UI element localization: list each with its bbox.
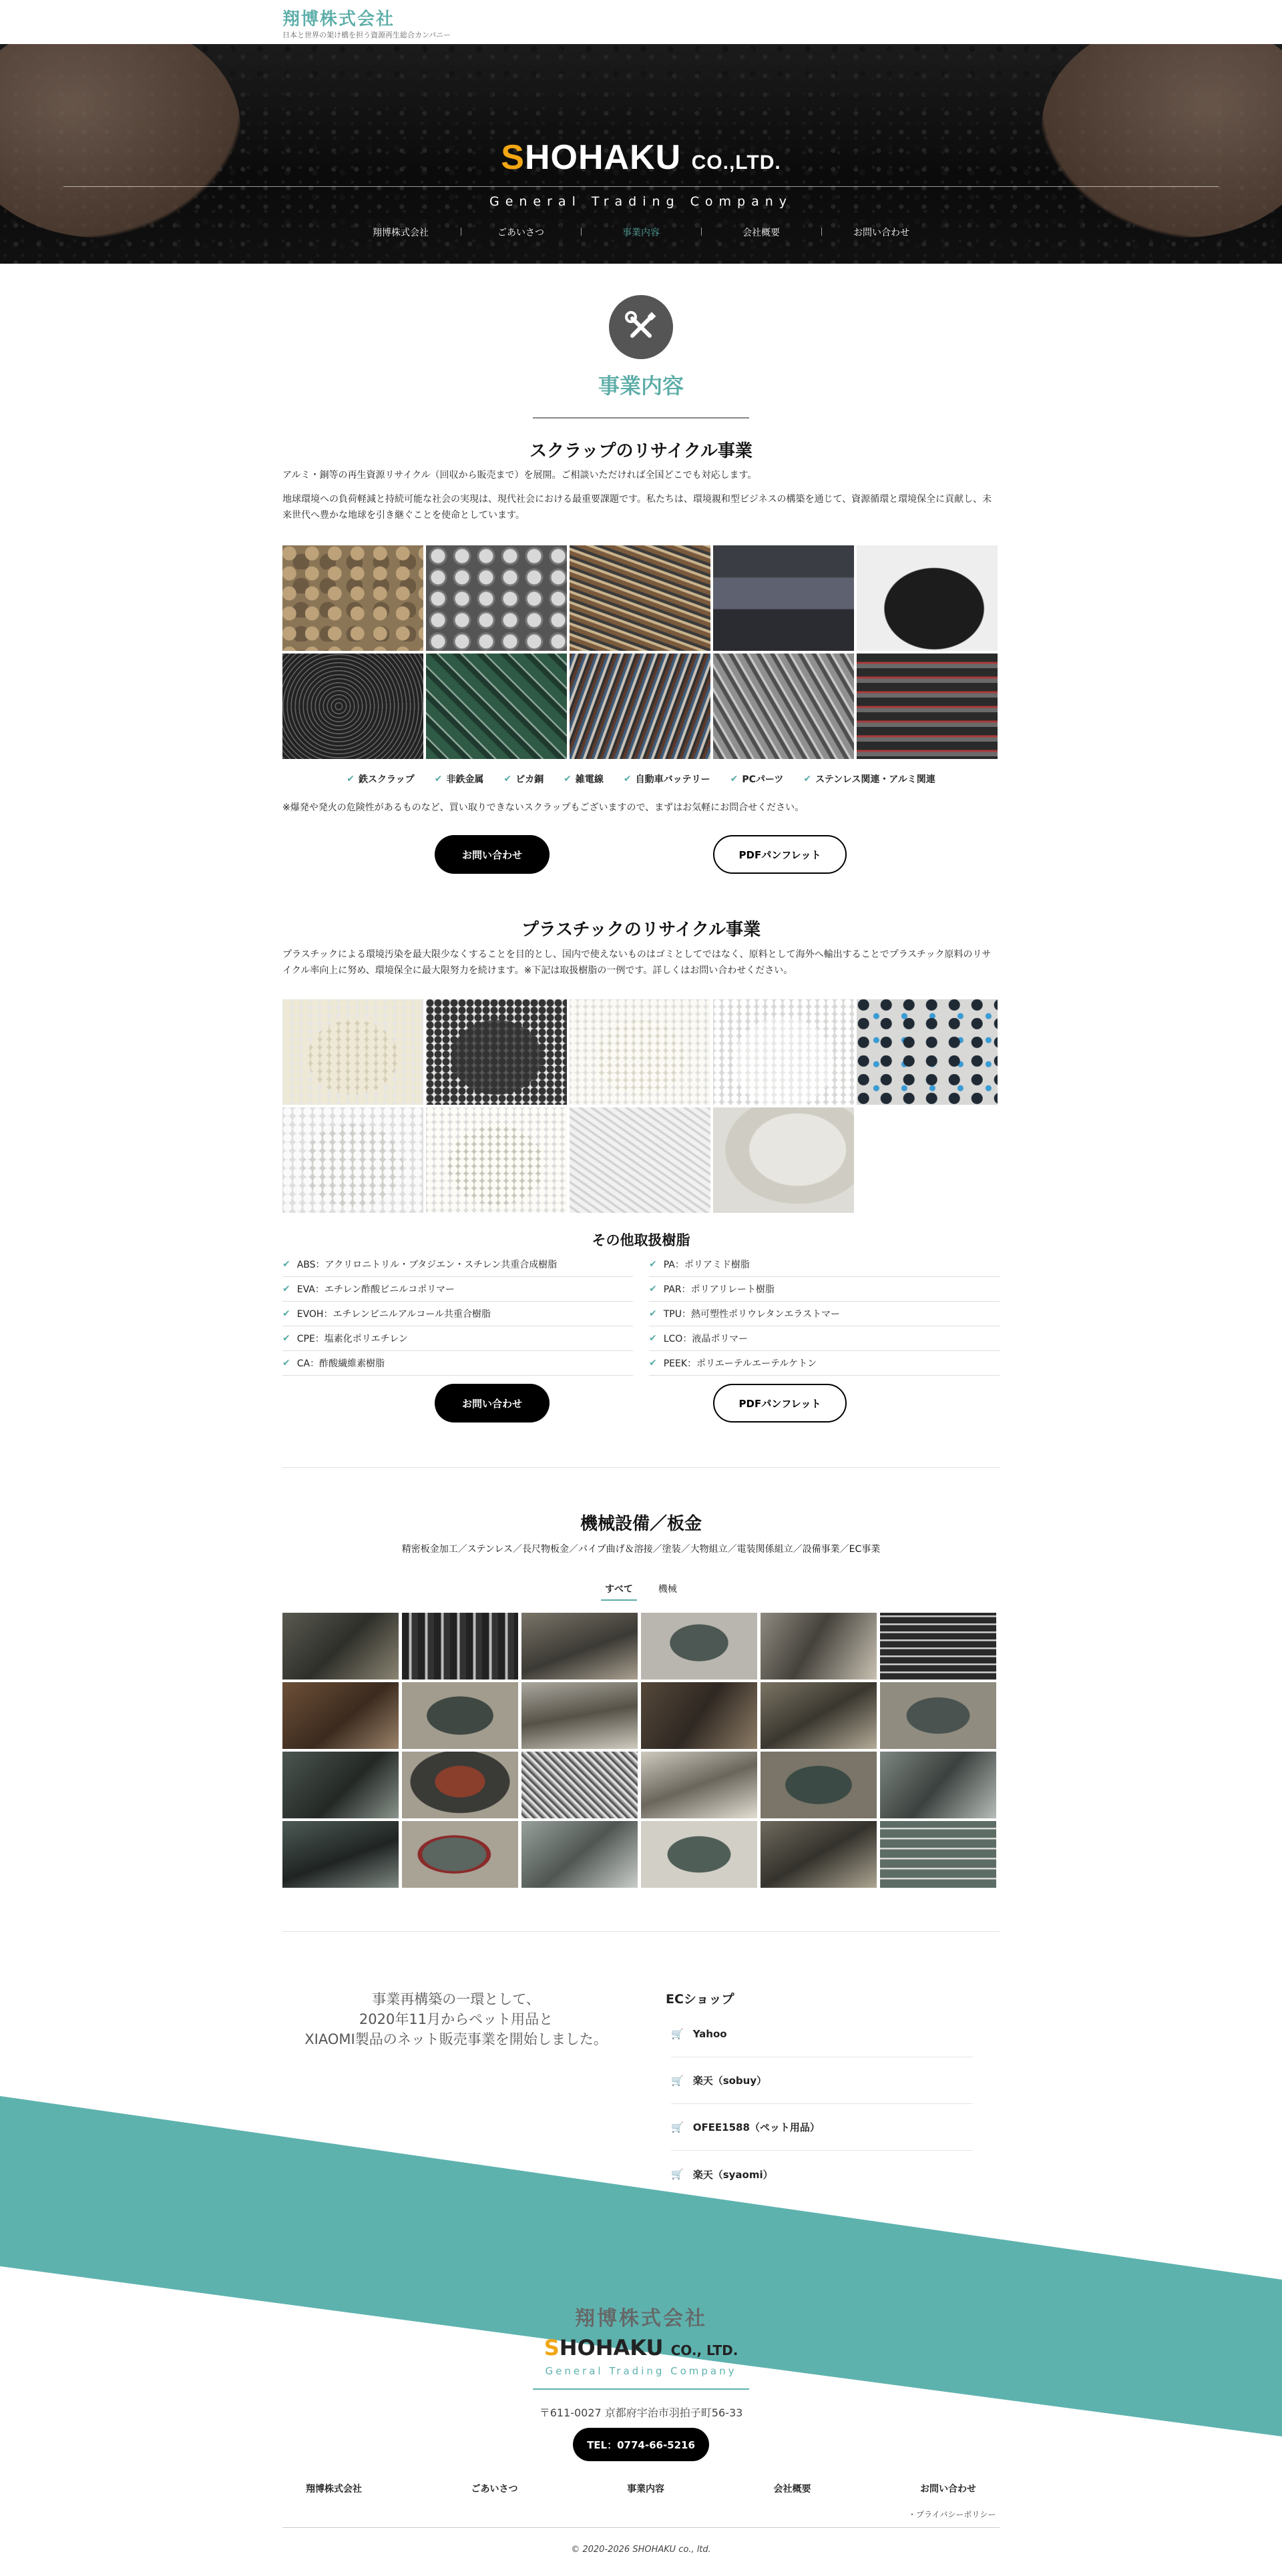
- photo-resin-clear[interactable]: [713, 999, 854, 1105]
- scrap-heading: スクラップのリサイクル事業: [529, 441, 753, 461]
- tag-item: ✔ 鉄スクラップ: [347, 774, 415, 785]
- nav-item-greeting[interactable]: ごあいさつ: [461, 226, 581, 239]
- footer-nav-greeting[interactable]: ごあいさつ: [471, 2484, 518, 2495]
- photo-machine[interactable]: [880, 1613, 996, 1680]
- photo-machine[interactable]: [282, 1613, 399, 1680]
- cart-icon: 🛒: [671, 2027, 684, 2040]
- list-item: ✔ ABS：アクリロニトリル・ブタジエン・スチレン共重合成樹脂: [282, 1252, 633, 1277]
- photo-machine[interactable]: [402, 1613, 518, 1680]
- footer-divider: [533, 2388, 749, 2390]
- scrap-pdf-button[interactable]: PDFパンフレット: [713, 835, 847, 874]
- machine-filter-tabs: [0, 1582, 1282, 1601]
- hero-logo-rest: HOHAKU: [524, 138, 682, 177]
- brand-tagline: 日本と世界の架け橋を担う資源再生総合カンパニー: [282, 31, 451, 39]
- scrap-contact-button[interactable]: お問い合わせ: [435, 835, 550, 874]
- tag-item: ✔ PCパーツ: [730, 774, 784, 785]
- scrap-note: ※爆発や発火の危険性があるものなど、買い取りできないスクラップもございますので、まずはお気軽にお問合せください。: [282, 802, 805, 813]
- photo-machine[interactable]: [521, 1752, 638, 1818]
- plastic-heading: プラスチックのリサイクル事業: [521, 920, 761, 940]
- photo-machine[interactable]: [880, 1752, 996, 1818]
- check-icon: ✔: [649, 1259, 657, 1270]
- hero-logo: [0, 138, 1282, 178]
- check-icon: ✔: [434, 774, 443, 784]
- list-item: ✔ CPE：塩素化ポリエチレン: [282, 1326, 633, 1351]
- footer-logo: SHOHAKU CO., LTD.: [544, 2335, 738, 2360]
- list-item: ✔ PA：ポリアミド樹脂: [649, 1252, 1000, 1277]
- tag-item: ✔ ステンレス関連・アルミ関連: [803, 774, 935, 785]
- list-item: ✔ CA：酢酸繊維素樹脂: [282, 1351, 633, 1376]
- photo-machine[interactable]: [641, 1752, 757, 1818]
- ec-shop-ofee[interactable]: 🛒 OFEE1588（ペット用品）: [671, 2104, 973, 2151]
- plastic-pdf-button[interactable]: PDFパンフレット: [713, 1384, 847, 1423]
- check-icon: ✔: [649, 1333, 657, 1344]
- photo-battery[interactable]: [713, 545, 854, 651]
- nav-item-company[interactable]: 翔博株式会社: [373, 228, 429, 238]
- photo-machine[interactable]: [880, 1682, 996, 1749]
- footer-nav-overview[interactable]: 会社概要: [773, 2484, 811, 2495]
- wrench-screwdriver-icon: [609, 295, 673, 359]
- list-item: ✔ TPU：熱可塑性ポリウレタンエラストマー: [649, 1302, 1000, 1326]
- tab-all[interactable]: すべて: [601, 1582, 637, 1601]
- photo-resin-flake[interactable]: [282, 1107, 423, 1213]
- privacy-policy-link[interactable]: ・プライバシーポリシー: [908, 2510, 996, 2519]
- page-title: 事業内容: [598, 373, 684, 399]
- hero-subtitle: General Trading Company: [489, 194, 793, 209]
- other-resins-heading: その他取扱樹脂: [592, 1232, 690, 1248]
- ec-intro: 事業再構築の一環として、 2020年11月からペット用品と XIAOMI製品のネット販売事業を開始しました。: [304, 1991, 608, 2047]
- cart-icon: 🛒: [671, 2121, 684, 2133]
- check-icon: ✔: [649, 1358, 657, 1368]
- tag-item: ✔ 自動車バッテリー: [623, 774, 710, 785]
- photo-resin-bag[interactable]: [713, 1107, 854, 1213]
- photo-machine[interactable]: [761, 1752, 877, 1818]
- top-header: [0, 0, 1282, 44]
- check-icon: ✔: [803, 774, 812, 784]
- hero-logo-s: S: [501, 138, 525, 177]
- section-divider: [282, 1931, 1000, 1932]
- photo-mixed-wire[interactable]: [570, 654, 710, 759]
- photo-machine[interactable]: [402, 1682, 518, 1749]
- tag-item: ✔ ピカ銅: [503, 774, 544, 785]
- photo-machine[interactable]: [641, 1821, 757, 1888]
- photo-resin-chips[interactable]: [570, 1107, 710, 1213]
- footer-rule: [282, 2527, 1000, 2528]
- photo-pc-boards[interactable]: [426, 654, 567, 759]
- hero-logo-co: CO.,LTD.: [691, 152, 781, 174]
- hero-banner: [0, 44, 1282, 264]
- photo-machine[interactable]: [282, 1821, 399, 1888]
- photo-machine[interactable]: [641, 1682, 757, 1749]
- main-nav: [0, 226, 1282, 239]
- list-item: ✔ EVOH：エチレンビニルアルコール共重合樹脂: [282, 1302, 633, 1326]
- cart-icon: 🛒: [671, 2168, 684, 2180]
- check-icon: ✔: [623, 774, 632, 784]
- photo-machine[interactable]: [402, 1752, 518, 1818]
- machine-photo-grid: [282, 1613, 996, 1888]
- check-icon: ✔: [730, 774, 738, 784]
- photo-machine[interactable]: [761, 1613, 877, 1680]
- hero-divider: [63, 186, 1219, 187]
- photo-machine[interactable]: [761, 1682, 877, 1749]
- machine-subtitle: 精密板金加工／ステンレス／長尺物板金／パイプ曲げ＆溶接／塗装／大物組立／電装関係組立／設備事業／EC事業: [401, 1544, 881, 1555]
- tel-button[interactable]: TEL：0774-66-5216: [573, 2428, 709, 2461]
- photo-black-cable[interactable]: [282, 654, 423, 759]
- footer-address: 〒611-0027 京都府宇治市羽拍子町56-33: [539, 2406, 743, 2419]
- scrap-lead: アルミ・銅等の再生資源リサイクル（回収から販売まで）を展開。ご相談いただければ全国どこでも対応します。: [282, 470, 757, 481]
- footer-nav-contact[interactable]: お問い合わせ: [920, 2484, 976, 2495]
- photo-iron-scrap[interactable]: [282, 545, 423, 651]
- photo-resin-black[interactable]: [426, 999, 567, 1105]
- title-divider: [533, 417, 749, 419]
- check-icon: ✔: [282, 1284, 290, 1294]
- photo-stainless[interactable]: [713, 654, 854, 759]
- machine-heading: 機械設備／板金: [580, 1514, 702, 1534]
- footer-nav-business[interactable]: 事業内容: [627, 2484, 664, 2495]
- ec-shop-yahoo[interactable]: 🛒 Yahoo: [671, 2011, 973, 2057]
- section-divider: [282, 1467, 1000, 1468]
- check-icon: ✔: [503, 774, 512, 784]
- check-icon: ✔: [282, 1259, 290, 1270]
- photo-machine[interactable]: [402, 1821, 518, 1888]
- tag-item: ✔ 雑電線: [564, 774, 604, 785]
- footer-subtitle: General Trading Company: [545, 2365, 737, 2377]
- teal-diagonal-band: [0, 2096, 1282, 2436]
- photo-machine[interactable]: [641, 1613, 757, 1680]
- check-icon: ✔: [649, 1284, 657, 1294]
- list-item: ✔ PAR：ポリアリレート樹脂: [649, 1277, 1000, 1302]
- plastic-contact-button[interactable]: お問い合わせ: [435, 1384, 550, 1423]
- tab-machine[interactable]: 機械: [658, 1584, 677, 1595]
- photo-copper[interactable]: [570, 545, 710, 651]
- nav-item-overview[interactable]: 会社概要: [701, 226, 821, 239]
- photo-machine[interactable]: [521, 1682, 638, 1749]
- footer-brand-name: 翔博株式会社: [575, 2307, 707, 2330]
- scrap-tag-list: [0, 772, 1282, 786]
- nav-item-business[interactable]: 事業内容: [581, 226, 701, 239]
- photo-machine[interactable]: [521, 1821, 638, 1888]
- photo-laptops[interactable]: [857, 654, 998, 759]
- photo-machine[interactable]: [880, 1821, 996, 1888]
- scrap-body: 地球環境への負荷軽減と持続可能な社会の実現は、現代社会における最重要課題です。私たちは、環境親和型ビジネスの構築を通じて、資源循環と環境保全に貢献し、未来世代へ豊かな地球を引き継ぐことを使命としています。: [282, 494, 992, 521]
- photo-machine[interactable]: [282, 1682, 399, 1749]
- photo-nonferrous[interactable]: [426, 545, 567, 651]
- ec-shop-rakuten-sobuy[interactable]: 🛒 楽天（sobuy）: [671, 2057, 973, 2104]
- photo-machine[interactable]: [761, 1821, 877, 1888]
- plastic-photo-grid: [282, 999, 998, 1213]
- photo-resin-caps[interactable]: [857, 999, 998, 1105]
- plastic-body: プラスチックによる環境汚染を最大限少なくすることを目的とし、国内で使えないものはゴミとしてではなく、原料として海外へ輸出することでプラスチック原料のリサイクル率向上に努め、環境保全に最大限努力を続けます。※下記は取扱樹脂の一例です。詳しくはお問い合わせください。: [282, 949, 992, 976]
- scrap-photo-grid: [282, 545, 998, 759]
- copyright: © 2020-2026 SHOHAKU co., ltd.: [571, 2545, 711, 2555]
- check-icon: ✔: [347, 774, 355, 784]
- nav-item-contact[interactable]: お問い合わせ: [821, 226, 941, 239]
- photo-resin-cream[interactable]: [282, 999, 423, 1105]
- photo-machine[interactable]: [282, 1752, 399, 1818]
- brand-name[interactable]: 翔博株式会社: [282, 9, 395, 29]
- ec-shop-heading: ECショップ: [666, 1992, 734, 2007]
- ec-shop-rakuten-syaomi[interactable]: 🛒 楽天（syaomi）: [671, 2168, 773, 2181]
- list-item: ✔ EVA：エチレン酢酸ビニルコポリマー: [282, 1277, 633, 1302]
- footer-nav: [282, 2482, 1000, 2495]
- cart-icon: 🛒: [671, 2074, 684, 2087]
- check-icon: ✔: [564, 774, 572, 784]
- check-icon: ✔: [282, 1308, 290, 1319]
- list-item: ✔ LCO：液晶ポリマー: [649, 1326, 1000, 1351]
- check-icon: ✔: [649, 1308, 657, 1319]
- photo-resin-pellet[interactable]: [426, 1107, 567, 1213]
- tag-item: ✔ 非鉄金属: [434, 774, 484, 785]
- footer-nav-company[interactable]: 翔博株式会社: [306, 2484, 362, 2495]
- resin-list-left: [282, 1252, 633, 1376]
- list-item: ✔ PEEK：ポリエーテルエーテルケトン: [649, 1351, 1000, 1376]
- resin-list-right: [649, 1252, 1000, 1376]
- photo-resin-white[interactable]: [570, 999, 710, 1105]
- check-icon: ✔: [282, 1333, 290, 1344]
- photo-machine[interactable]: [521, 1613, 638, 1680]
- photo-wire-bag[interactable]: [857, 545, 998, 651]
- check-icon: ✔: [282, 1358, 290, 1368]
